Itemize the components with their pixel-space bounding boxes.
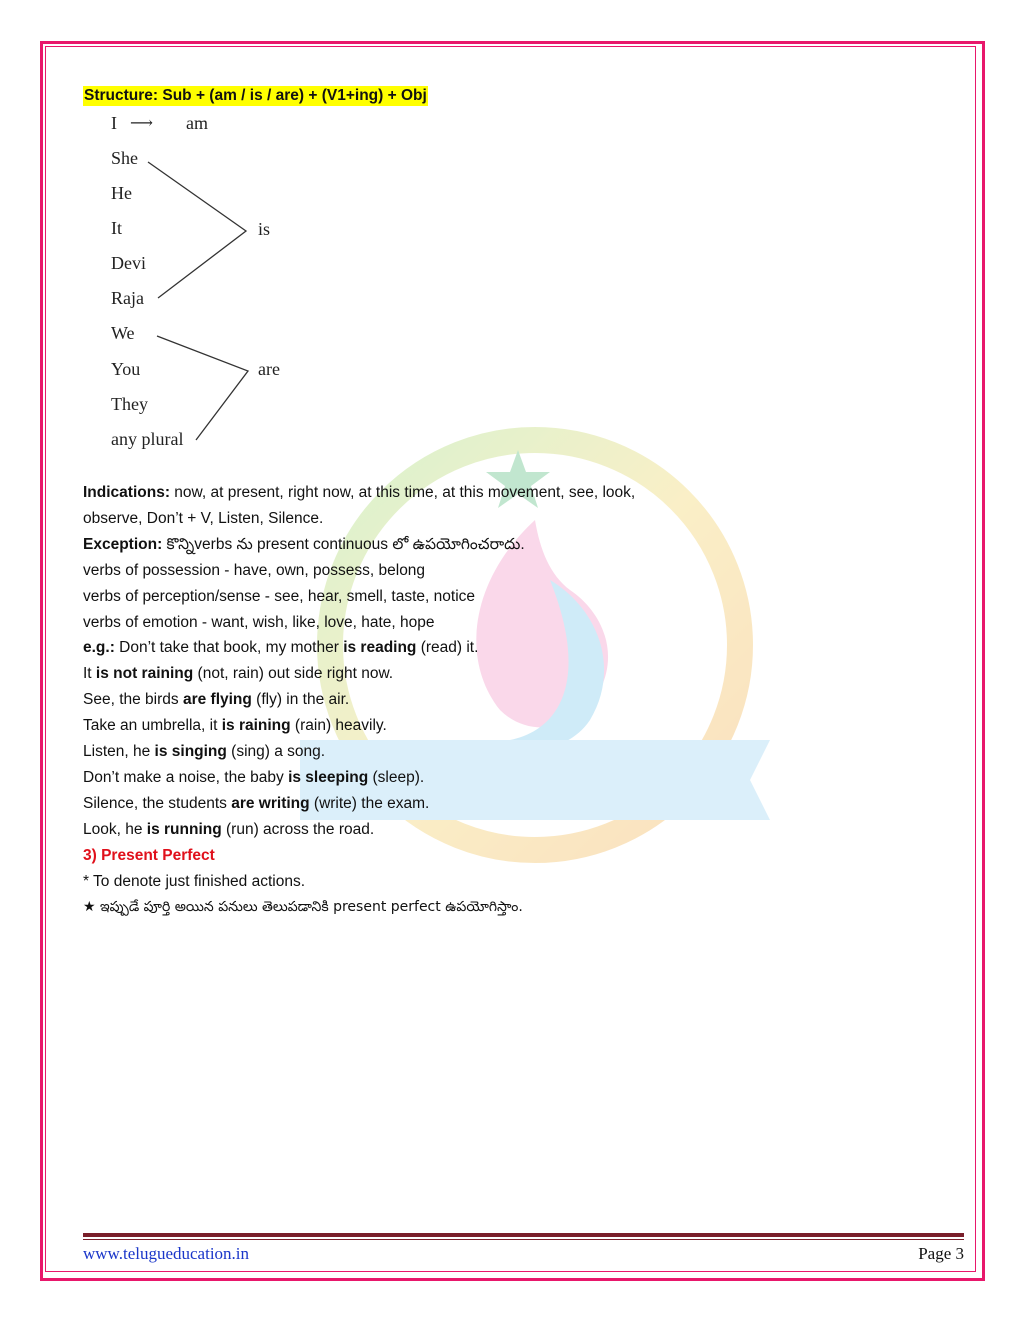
subject-she: She	[111, 148, 138, 168]
subject-raja: Raja	[111, 288, 144, 308]
example-line: It is not raining (not, rain) out side right now.	[83, 665, 394, 683]
subject-they: They	[111, 394, 148, 414]
exception-line: Exception: కొన్నిverbs ను present continuous లో ఉపయోగించరాదు.	[83, 535, 525, 553]
example-line: Don’t make a noise, the baby is sleeping (sleep).	[83, 768, 425, 786]
subject-it: It	[111, 218, 122, 238]
indications-line-2: observe, Don’t + V, Listen, Silence.	[83, 509, 324, 527]
verbs-perception: verbs of perception/sense - see, hear, smell, taste, notice	[83, 587, 476, 605]
verbs-possession: verbs of possession - have, own, possess, belong	[83, 561, 426, 579]
example-line: Look, he is running (run) across the road.	[83, 820, 375, 838]
verbs-emotion: verbs of emotion - want, wish, like, love, hate, hope	[83, 613, 435, 631]
subject-devi: Devi	[111, 253, 146, 273]
example-line: Take an umbrella, it is raining (rain) heavily.	[83, 717, 387, 735]
subject-i: I	[111, 113, 117, 133]
arrow-icon: ⟶	[130, 115, 153, 132]
verb-am: am	[186, 113, 208, 133]
subject-we: We	[111, 323, 135, 343]
note-english: * To denote just finished actions.	[83, 872, 306, 890]
structure-formula: Structure: Sub + (am / is / are) + (V1+ing) + Obj	[84, 87, 427, 104]
body-text	[83, 480, 783, 920]
example-line: e.g.: Don’t take that book, my mother is reading (read) it.	[83, 639, 479, 657]
verb-are: are	[258, 359, 280, 379]
footer-rule-thin	[83, 1239, 964, 1240]
note-telugu: ★ ఇప్పుడే పూర్తి అయిన పనులు తెలుపడానికి present perfect ఉపయోగిస్తాం.	[83, 898, 523, 915]
subject-you: You	[111, 359, 141, 379]
indications-line-1: Indications: now, at present, right now, at this time, at this movement, see, look,	[83, 484, 636, 501]
example-line: See, the birds are flying (fly) in the air.	[83, 691, 350, 709]
footer-rule-thick	[83, 1233, 964, 1237]
section-heading-present-perfect: 3) Present Perfect	[83, 846, 215, 864]
subject-he: He	[111, 183, 132, 203]
page-number: Page 3	[918, 1244, 964, 1263]
example-line: Silence, the students are writing (write) the exam.	[83, 794, 430, 812]
footer-website-link[interactable]: www.telugueducation.in	[83, 1244, 250, 1263]
subject-any-plural: any plural	[111, 429, 184, 449]
verb-is: is	[258, 219, 271, 239]
example-line: Listen, he is singing (sing) a song.	[83, 743, 326, 761]
